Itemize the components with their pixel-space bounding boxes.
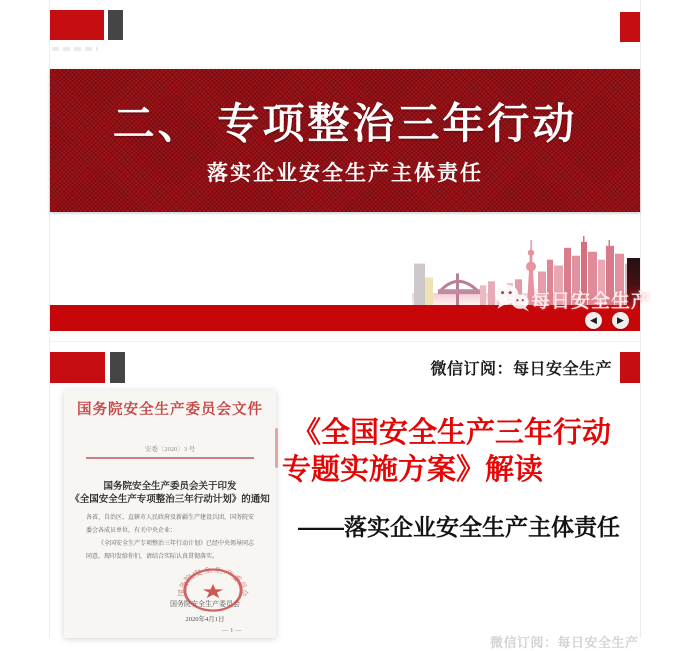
brand-watermark: 每日安全生产 — [531, 291, 652, 312]
slide1-deco-red-square-right — [620, 12, 640, 42]
document-red-divider — [86, 457, 254, 459]
document-page-number: — 1 — — [222, 627, 242, 634]
slide2-deco-gray-bar — [110, 352, 125, 383]
slide1-subtitle: 落实企业安全生产主体责任 — [207, 162, 483, 185]
slide1-title-banner — [50, 69, 640, 212]
document-edge-artifact — [275, 428, 278, 468]
document-subject-line1: 国务院安全生产委员会关于印发 — [103, 482, 237, 492]
slide1-deco-red-bar — [50, 10, 104, 40]
headline-block — [282, 416, 634, 450]
document-date: 2020年4月1日 — [185, 616, 225, 623]
next-arrow-button[interactable]: ▶ — [612, 312, 629, 329]
subheadline: ——落实企业安全生产主体责任 — [298, 514, 620, 540]
slide2-deco-red-square-right — [620, 352, 640, 383]
document-body: 《全国安全生产专项整治三年行动计划》已经中央领导同志同意，现印发给你们，请结合实际认真贯彻落实。 — [86, 541, 255, 560]
headline-line2: 专题实施方案》解读 — [282, 454, 544, 486]
right-page-border — [640, 0, 641, 638]
document-signer: 国务院安全生产委员会 — [170, 600, 240, 608]
slide2-deco-red-bar — [50, 352, 105, 383]
slide1-deco-dashes — [52, 47, 98, 51]
slide1-deco-gray-bar — [108, 10, 123, 40]
official-seal — [176, 562, 250, 616]
headline-line1: 《全国安全生产三年行动 — [292, 417, 612, 449]
slide1-title: 二、 专项整治三年行动 — [112, 100, 578, 147]
seal-ring-text: 国务院安全生产委员会 — [176, 565, 250, 597]
prev-arrow-button[interactable]: ◀ — [585, 312, 602, 329]
seal-star-icon: ★ — [201, 581, 225, 604]
wechat-icon — [494, 283, 530, 313]
document-salutation: 各省、自治区、直辖市人民政府及新疆生产建设兵团，国务院安委会各成员单位，有关中央企业： — [86, 515, 255, 534]
next-section-cutoff-text: 微信订阅：每日安全生产 — [490, 635, 639, 650]
document-number: 安委〔2020〕3 号 — [144, 446, 196, 453]
government-document — [64, 390, 276, 638]
document-subject-line2: 《全国安全生产专项整治三年行动计划》的通知 — [70, 495, 270, 505]
slide-divider — [50, 341, 640, 342]
next-section-cutoff — [490, 632, 640, 650]
wechat-subscribe-label: 微信订阅：每日安全生产 — [430, 361, 612, 378]
document-masthead: 国务院安全生产委员会文件 — [77, 402, 263, 418]
